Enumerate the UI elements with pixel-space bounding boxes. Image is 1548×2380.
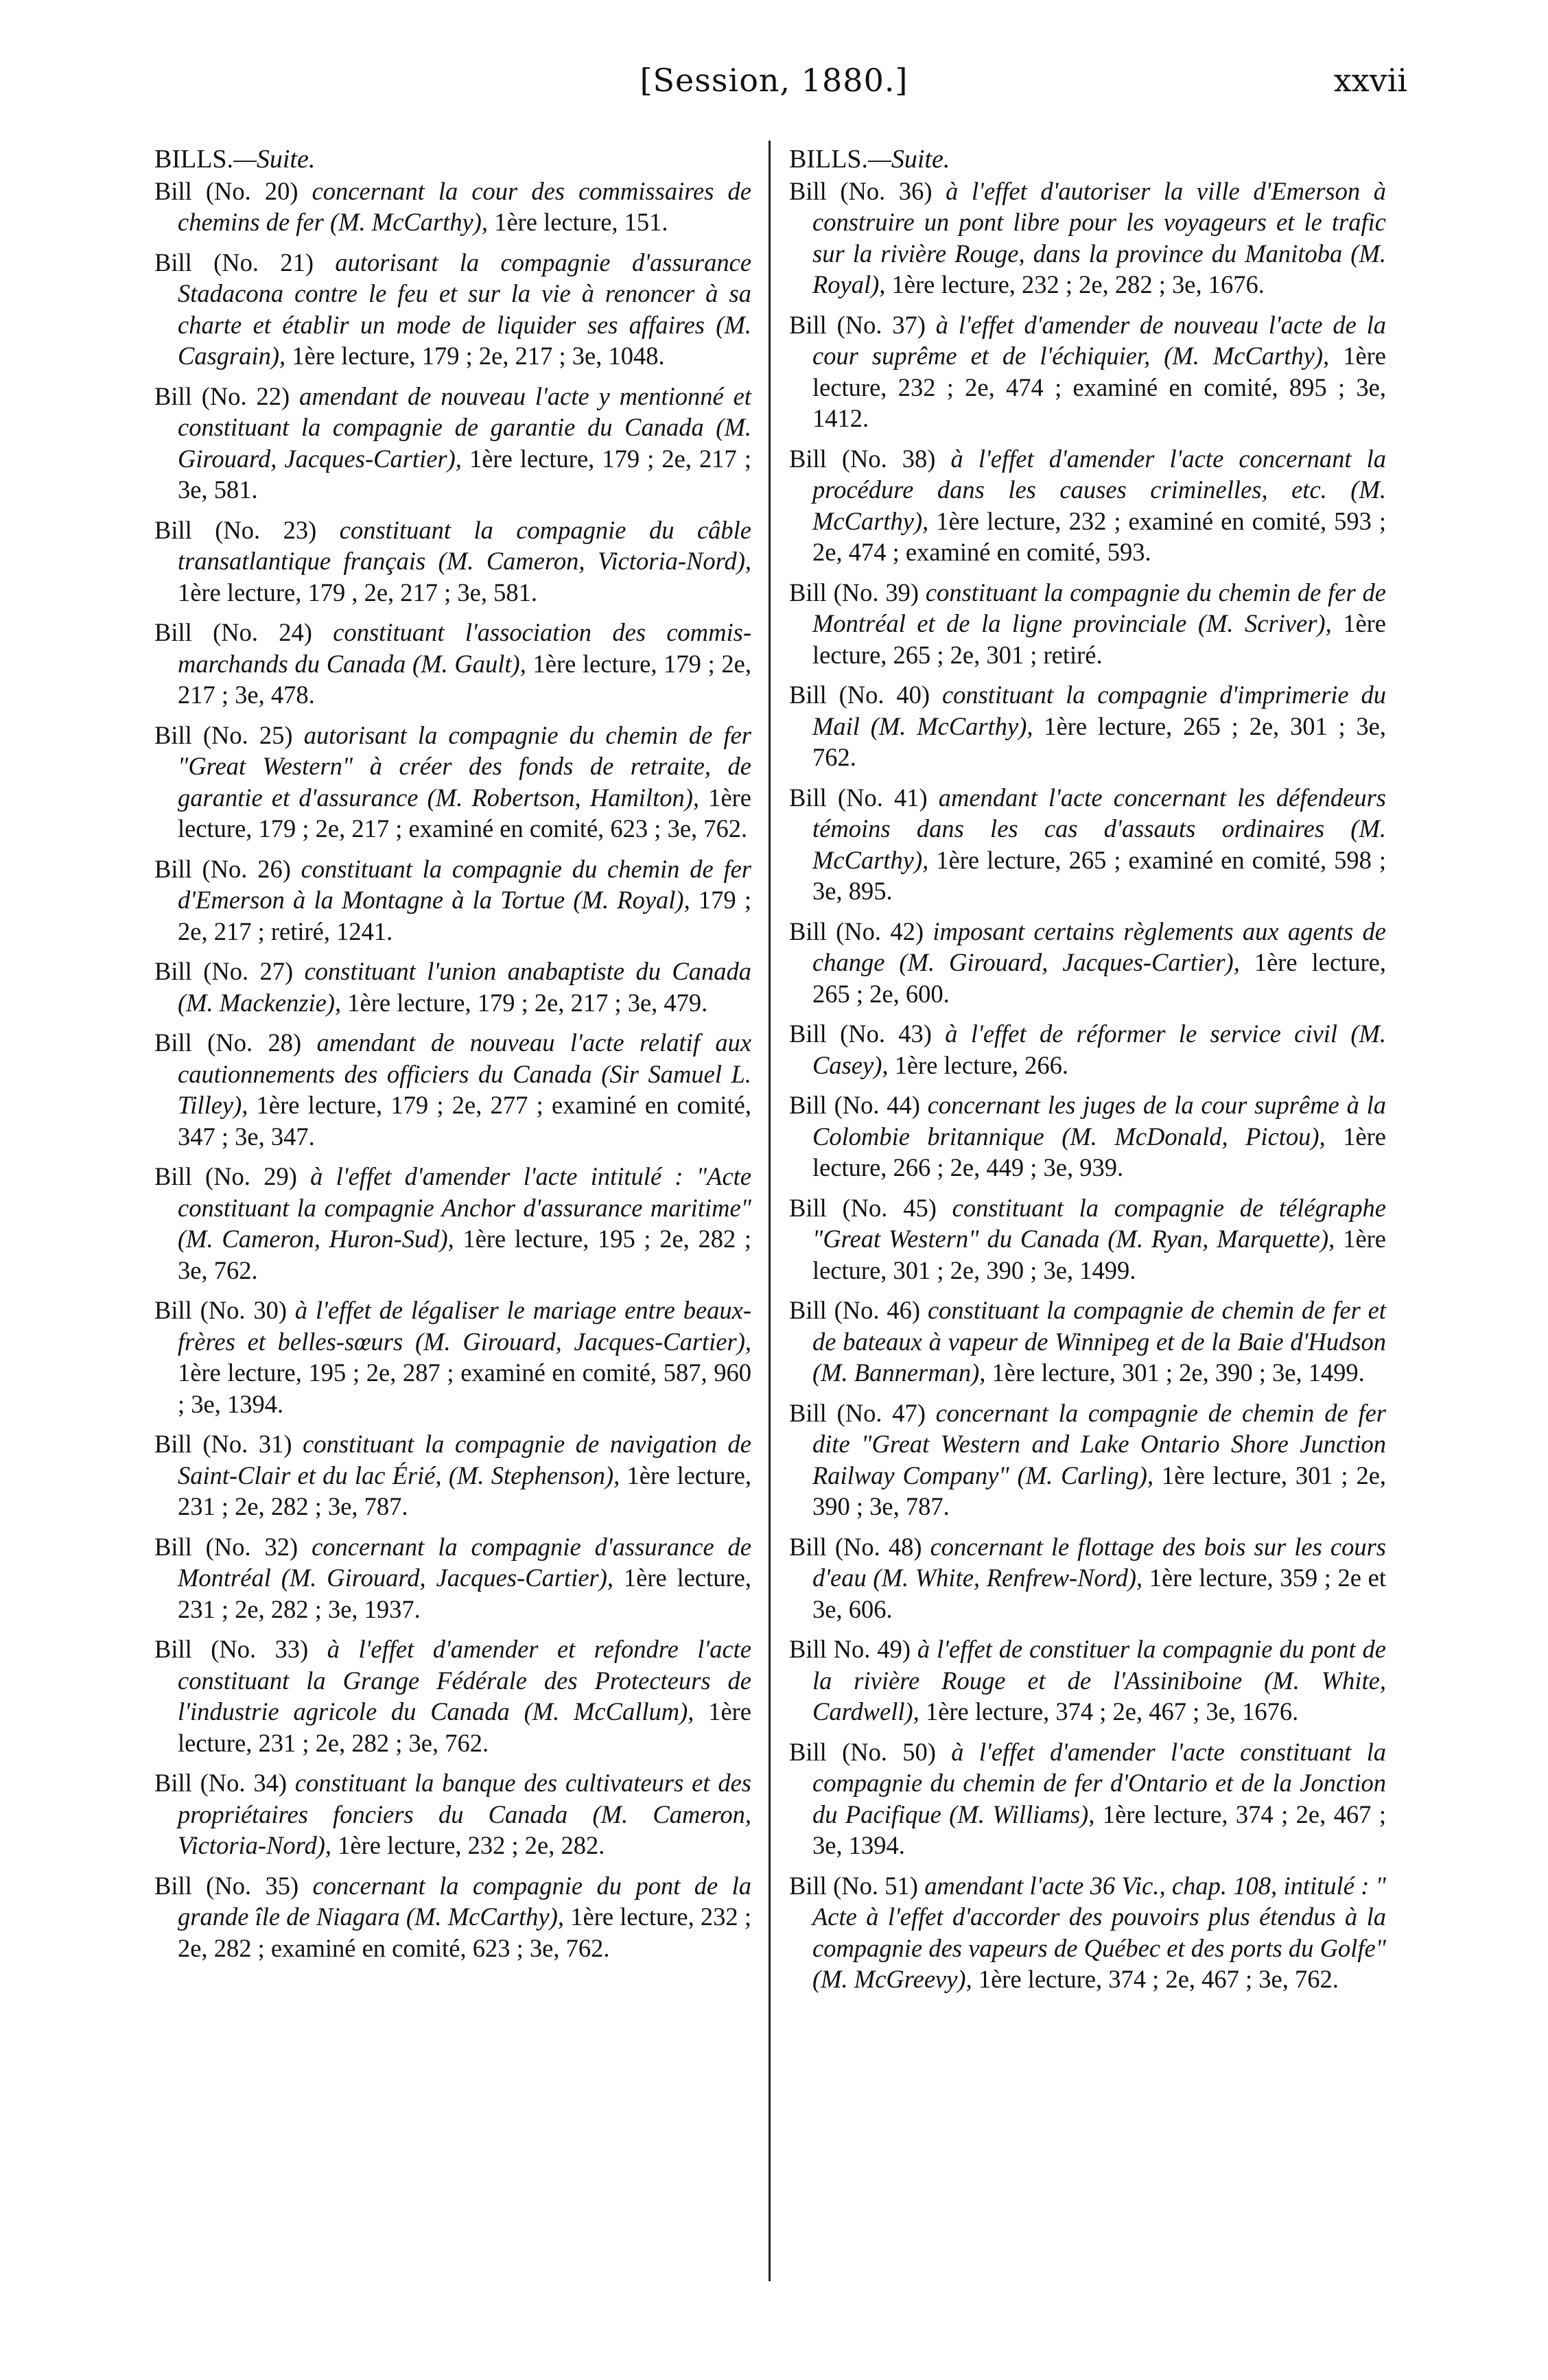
bill-number: Bill (No. 34) <box>154 1769 288 1797</box>
bill-readings: 1ère lecture, 195 ; 2e, 282 ; 3e, 762. <box>178 1225 751 1284</box>
bill-entry <box>789 1634 1386 1728</box>
bill-description: à l'effet d'autoriser la ville d'Emerson à construire un pont libre pour les voyageurs et le trafic sur la rivière Rouge, dans la province du Manitoba (M. Royal), <box>812 176 1386 298</box>
bill-entry <box>154 1428 751 1522</box>
bill-readings: 1ère lecture, 359 ; 2e et 3e, 606. <box>812 1564 1386 1623</box>
bill-entry <box>154 1531 751 1625</box>
bill-readings: 1ère lecture, 179 ; 2e, 217 ; 3e, 581. <box>178 444 752 504</box>
bill-readings: 179 ; 2e, 217 ; retiré, 1241. <box>178 886 752 945</box>
bill-readings: 1ère lecture, 231 ; 2e, 282 ; 3e, 1937. <box>178 1564 751 1623</box>
bill-readings: 1ère lecture, 232 ; 2e, 282 ; examiné en comité, 623 ; 3e, 762. <box>178 1902 752 1962</box>
bill-number: Bill (No. 31) <box>154 1430 292 1458</box>
bill-readings: 1ère lecture, 179 ; 2e, 217 ; 3e, 478. <box>178 649 752 709</box>
entries-list <box>789 176 1386 1995</box>
bill-number: Bill (No. 22) <box>154 381 290 410</box>
bill-entry <box>154 720 751 845</box>
column-heading <box>789 144 1386 176</box>
bill-description: concernant la compagnie de chemin de fer dite "Great Western and Lake Ontario Shore Junction Railway Company" (M. Carling), <box>812 1398 1387 1489</box>
bill-entry <box>789 1018 1386 1081</box>
page-number: xxvii <box>1333 62 1407 99</box>
column-heading <box>154 144 751 176</box>
heading-label: BILLS. <box>789 145 869 174</box>
bill-description: constituant la compagnie de chemin de fer et de bateaux à vapeur de Winnipeg et de la Baie d'Hudson (M. Bannerman), <box>812 1296 1387 1387</box>
bill-readings: 1ère lecture, 231 ; 2e, 282 ; 3e, 762. <box>178 1697 751 1757</box>
bill-description: à l'effet d'amender et refondre l'acte constituant la Grange Fédérale des Protecteurs de l'industrie agricole du Canada (M. McCallum), <box>178 1635 751 1725</box>
bill-readings: 1ère lecture, 374 ; 2e, 467 ; 3e, 762. <box>978 1965 1339 1993</box>
bill-entry <box>789 679 1386 773</box>
bill-description: à l'effet d'amender l'acte constituant la compagnie du chemin de fer d'Ontario et de la Jonction du Pacifique (M. Williams), <box>812 1737 1387 1828</box>
bill-number: Bill (No. 39) <box>789 578 919 606</box>
bill-description: à l'effet de légaliser le mariage entre beaux-frères et belles-sœurs (M. Girouard, Jacques-Cartier), <box>178 1296 752 1356</box>
bill-readings: 1ère lecture, 265 ; 2e, 600. <box>812 948 1387 1008</box>
bill-description: constituant la compagnie du chemin de fer d'Emerson à la Montagne à la Tortue (M. Royal), <box>178 854 751 914</box>
bill-entry <box>154 381 751 506</box>
bill-readings: 1ère lecture, 232 ; examiné en comité, 593 ; 2e, 474 ; examiné en comité, 593. <box>812 506 1386 566</box>
bill-description: imposant certains règlements aux agents de change (M. Girouard, Jacques-Cartier), <box>812 917 1387 976</box>
page-header <box>0 62 1548 110</box>
bill-readings: 1ère lecture, 179 , 2e, 217 ; 3e, 581. <box>178 578 538 606</box>
bill-entry <box>789 443 1386 568</box>
bill-entry <box>154 1767 751 1861</box>
bill-readings: 1ère lecture, 265 ; 2e, 301 ; retiré. <box>812 609 1387 669</box>
bill-readings: 1ère lecture, 179 ; 2e, 217 ; examiné en comité, 623 ; 3e, 762. <box>178 783 752 843</box>
bill-number: Bill (No. 27) <box>154 957 294 985</box>
bill-number: Bill (No. 42) <box>789 917 924 945</box>
session-title: [Session, 1880.] <box>640 62 908 99</box>
bill-number: Bill (No. 51) <box>789 1871 918 1900</box>
bill-number: Bill (No. 40) <box>789 681 930 709</box>
bill-description: concernant la cour des commissaires de chemins de fer (M. McCarthy), <box>178 176 752 236</box>
bill-entry <box>154 617 751 711</box>
bill-number: Bill (No. 50) <box>789 1737 936 1766</box>
bill-number: Bill (No. 46) <box>789 1296 921 1324</box>
bill-entry <box>154 176 751 238</box>
bill-entry <box>154 853 751 947</box>
bill-number: Bill (No. 38) <box>789 444 936 473</box>
bill-readings: 1ère lecture, 179 ; 2e, 277 ; examiné en comité, 347 ; 3e, 347. <box>178 1091 751 1151</box>
bill-description: constituant la compagnie du câble transatlantique français (M. Cameron, Victoria-Nord), <box>178 515 751 575</box>
bill-readings: 1ère lecture, 301 ; 2e, 390 ; 3e, 1499. <box>992 1358 1365 1387</box>
bill-number: Bill (No. 25) <box>154 720 293 749</box>
bill-number: Bill (No. 48) <box>789 1532 922 1561</box>
bill-entry <box>789 1089 1386 1183</box>
bill-readings: 1ère lecture, 231 ; 2e, 282 ; 3e, 787. <box>178 1461 752 1520</box>
bill-number: Bill (No. 37) <box>789 310 926 339</box>
bill-number: Bill (No. 43) <box>789 1020 932 1048</box>
bill-number: Bill (No. 26) <box>154 854 291 883</box>
bill-entry <box>789 1870 1386 1995</box>
bill-entry <box>154 1634 751 1758</box>
bill-description: à l'effet d'amender l'acte concernant la procédure dans les causes criminelles, etc. (M. McCarthy), <box>812 444 1386 535</box>
bill-description: à l'effet de réformer le service civil (M. Casey), <box>812 1020 1387 1079</box>
bill-entry <box>154 1870 751 1964</box>
bill-readings: 1ère lecture, 265 ; examiné en comité, 598 ; 3e, 895. <box>812 845 1386 905</box>
bill-readings: 1ère lecture, 374 ; 2e, 467 ; 3e, 1676. <box>925 1697 1299 1725</box>
bill-entry <box>154 515 751 609</box>
bill-number: Bill (No. 47) <box>789 1398 926 1427</box>
bill-readings: 1ère lecture, 265 ; 2e, 301 ; 3e, 762. <box>812 711 1387 771</box>
bill-description: amendant l'acte 36 Vic., chap. 108, intitulé : " Acte à l'effet d'accorder des pouvoirs plus étendus à la compagnie des vapeurs de Québec et des ports du Golfe" (M. McGreevy), <box>812 1871 1387 1993</box>
bill-entry <box>154 1295 751 1419</box>
bill-description: concernant la compagnie d'assurance de Montréal (M. Girouard, Jacques-Cartier), <box>178 1532 752 1592</box>
bill-readings: 1ère lecture, 179 ; 2e, 217 ; 3e, 1048. <box>292 342 665 370</box>
bill-description: constituant la banque des cultivateurs et des propriétaires fonciers du Canada (M. Cameron, Victoria-Nord), <box>178 1769 752 1859</box>
bill-readings: 1ère lecture, 374 ; 2e, 467 ; 3e, 1394. <box>812 1800 1387 1859</box>
bill-description: à l'effet de constituer la compagnie du pont de la rivière Rouge et de l'Assiniboine (M. White, Cardwell), <box>812 1635 1387 1725</box>
bill-entry <box>154 956 751 1018</box>
bill-description: à l'effet d'amender de nouveau l'acte de la cour suprême et de l'échiquier, (M. McCarthy), <box>812 310 1386 370</box>
bill-entry <box>789 1295 1386 1389</box>
bill-description: amendant de nouveau l'acte relatif aux cautionnements des officiers du Canada (Sir Samuel L. Tilley), <box>178 1028 752 1119</box>
bill-number: Bill (No. 23) <box>154 515 317 544</box>
bill-number: Bill (No. 30) <box>154 1296 288 1324</box>
bill-readings: 1ère lecture, 151. <box>494 208 668 236</box>
bill-description: constituant l'association des commis-marchands du Canada (M. Gault), <box>178 618 752 678</box>
bill-description: constituant la compagnie de navigation de Saint-Clair et du lac Érié, (M. Stephenson), <box>178 1430 752 1489</box>
bill-readings: 1ère lecture, 266 ; 2e, 449 ; 3e, 939. <box>812 1122 1386 1181</box>
bill-entry <box>789 309 1386 434</box>
bill-entry <box>154 1161 751 1286</box>
bill-number: Bill (No. 35) <box>154 1871 299 1900</box>
heading-suffix: —Suite. <box>868 145 950 174</box>
left-column <box>154 144 751 1972</box>
bill-number: Bill (No. 21) <box>154 248 314 276</box>
right-column <box>789 144 1386 2004</box>
bill-entry <box>789 176 1386 301</box>
bill-description: concernant les juges de la cour suprême à la Colombie britannique (M. McDonald, Pictou), <box>812 1091 1387 1151</box>
bill-readings: 1ère lecture, 232 ; 2e, 282 ; 3e, 1676. <box>891 270 1265 298</box>
bill-description: concernant le flottage des bois sur les cours d'eau (M. White, Renfrew-Nord), <box>812 1532 1387 1592</box>
bill-number: Bill (No. 45) <box>789 1193 937 1222</box>
bill-entry <box>154 247 751 372</box>
bill-number: Bill (No. 41) <box>789 783 928 812</box>
bill-number: Bill (No. 32) <box>154 1532 298 1561</box>
bill-description: constituant la compagnie de télégraphe "Great Western" du Canada (M. Ryan, Marquette), <box>812 1193 1387 1253</box>
bill-description: constituant l'union anabaptiste du Canada (M. Mackenzie), <box>178 957 751 1017</box>
bill-description: amendant l'acte concernant les défendeurs témoins dans les cas d'assauts ordinaires (M. McCarthy), <box>812 783 1386 874</box>
bill-entry <box>789 1398 1386 1522</box>
bill-readings: 1ère lecture, 179 ; 2e, 217 ; 3e, 479. <box>347 988 708 1017</box>
bill-description: autorisant la compagnie d'assurance Stadacona contre le feu et sur la vie à renoncer à sa charte et établir un mode de liquider ses affaires (M. Casgrain), <box>178 248 752 370</box>
column-divider <box>769 141 771 2281</box>
bill-readings: 1ère lecture, 195 ; 2e, 287 ; examiné en comité, 587, 960 ; 3e, 1394. <box>178 1358 751 1418</box>
entries-list <box>154 176 751 1964</box>
bill-number: Bill (No. 29) <box>154 1162 297 1190</box>
bill-readings: 1ère lecture, 301 ; 2e, 390 ; 3e, 787. <box>812 1461 1387 1520</box>
bill-entry <box>154 1027 751 1152</box>
heading-suffix: —Suite. <box>233 145 316 174</box>
bill-number: Bill (No. 20) <box>154 176 298 205</box>
bill-description: constituant la compagnie d'imprimerie du Mail (M. McCarthy), <box>812 681 1387 740</box>
heading-label: BILLS. <box>154 145 234 174</box>
bill-description: concernant la compagnie du pont de la grande île de Niagara (M. McCarthy), <box>178 1871 752 1931</box>
bill-number: Bill (No. 24) <box>154 618 312 646</box>
bill-entry <box>789 916 1386 1010</box>
bill-entry <box>789 1736 1386 1861</box>
bill-readings: 1ère lecture, 266. <box>894 1050 1068 1079</box>
bill-number: Bill (No. 36) <box>789 176 933 205</box>
bill-number: Bill (No. 33) <box>154 1635 309 1663</box>
bill-description: amendant de nouveau l'acte y mentionné et constituant la compagnie de garantie du Canada (M. Girouard, Jacques-Cartier), <box>178 381 752 473</box>
bill-readings: 1ère lecture, 301 ; 2e, 390 ; 3e, 1499. <box>812 1225 1387 1284</box>
bill-number: Bill (No. 44) <box>789 1091 920 1119</box>
bill-readings: 1ère lecture, 232 ; 2e, 474 ; examiné en comité, 895 ; 3e, 1412. <box>812 342 1386 432</box>
bill-description: autorisant la compagnie du chemin de fer "Great Western" à créer des fonds de retraite, de garantie et d'assurance (M. Robertson, Hamilton), <box>178 720 752 812</box>
bill-description: à l'effet d'amender l'acte intitulé : "Acte constituant la compagnie Anchor d'assurance maritime" (M. Cameron, Huron-Sud), <box>178 1162 752 1253</box>
bill-entry <box>789 782 1386 907</box>
bill-description: constituant la compagnie du chemin de fer de Montréal et de la ligne provinciale (M. Scriver), <box>812 578 1387 637</box>
bill-number: Bill (No. 28) <box>154 1028 302 1057</box>
bill-readings: 1ère lecture, 232 ; 2e, 282. <box>338 1831 605 1859</box>
bill-number: Bill No. 49) <box>789 1635 911 1663</box>
bill-entry <box>789 577 1386 671</box>
bill-entry <box>789 1531 1386 1625</box>
bill-entry <box>789 1192 1386 1286</box>
